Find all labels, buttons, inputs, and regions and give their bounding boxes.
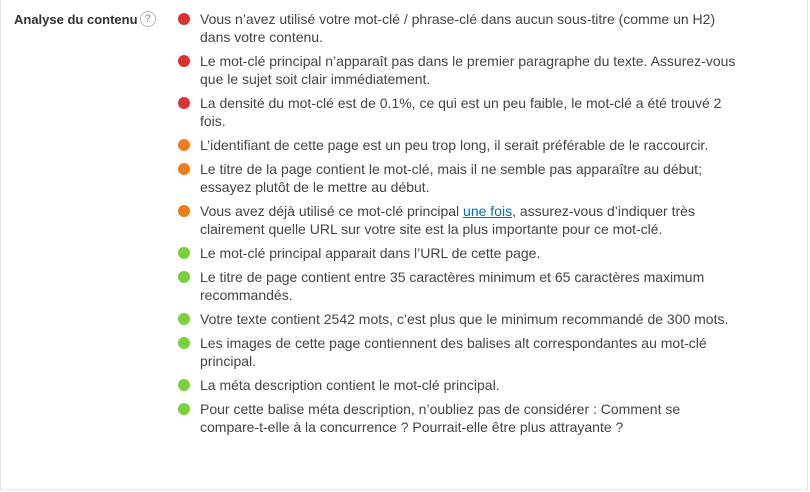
previous-usage-link[interactable]: une fois <box>463 203 513 219</box>
result-text: Les images de cette page contiennent des balises alt correspondantes au mot-clé principal. <box>200 335 707 369</box>
status-good-icon <box>178 337 190 349</box>
section-title: Analyse du contenu <box>14 11 138 27</box>
result-text: Le titre de la page contient le mot-clé, mais il ne semble pas apparaître au début; essayez plutôt de le mettre au début. <box>200 161 702 195</box>
status-bad-icon <box>178 55 190 67</box>
status-good-icon <box>178 313 190 325</box>
status-good-icon <box>178 403 190 415</box>
status-good-icon <box>178 379 190 391</box>
status-bad-icon <box>178 13 190 25</box>
result-item <box>178 400 738 436</box>
result-text: Pour cette balise méta description, n’oubliez pas de considérer : Comment se compare-t-elle à la concurrence ? Pourrait-elle être plus attrayante ? <box>200 401 681 435</box>
result-text: Votre texte contient 2542 mots, c’est plus que le minimum recommandé de 300 mots. <box>200 311 729 327</box>
status-good-icon <box>178 247 190 259</box>
status-ok-icon <box>178 163 190 175</box>
result-item <box>178 376 738 394</box>
result-item <box>178 160 738 196</box>
result-text: La densité du mot-clé est de 0.1%, ce qui est un peu faible, le mot-clé a été trouvé 2 fois. <box>200 95 722 129</box>
result-text: Le mot-clé principal apparait dans l’URL de cette page. <box>200 245 541 261</box>
result-text: Le mot-clé principal n’apparaît pas dans le premier paragraphe du texte. Assurez-vous que le sujet soit clair immédiatement. <box>200 53 736 87</box>
status-ok-icon <box>178 205 190 217</box>
status-ok-icon <box>178 139 190 151</box>
result-item <box>178 10 738 46</box>
result-text-after-link: , assurez-vous d’indiquer très clairement quelle URL sur votre site est la plus importante pour ce mot-clé. <box>200 203 695 237</box>
result-item <box>178 136 738 154</box>
result-text: Vous n’avez utilisé votre mot-clé / phrase-clé dans aucun sous-titre (comme un H2) dans votre contenu. <box>200 11 716 45</box>
result-item <box>178 310 738 328</box>
analysis-results-list <box>178 10 738 442</box>
status-bad-icon <box>178 97 190 109</box>
result-text: Le titre de page contient entre 35 caractères minimum et 65 caractères maximum recommandés. <box>200 269 705 303</box>
result-item <box>178 202 738 238</box>
result-item <box>178 244 738 262</box>
help-icon[interactable]: ? <box>140 11 156 27</box>
result-item <box>178 268 738 304</box>
result-item <box>178 334 738 370</box>
result-text-before-link: Vous avez déjà utilisé ce mot-clé principal <box>200 203 464 219</box>
result-item <box>178 52 738 88</box>
section-label <box>14 11 156 27</box>
result-text: L’identifiant de cette page est un peu trop long, il serait préférable de le raccourcir. <box>200 137 709 153</box>
result-item <box>178 94 738 130</box>
result-text: La méta description contient le mot-clé principal. <box>200 377 500 393</box>
status-good-icon <box>178 271 190 283</box>
